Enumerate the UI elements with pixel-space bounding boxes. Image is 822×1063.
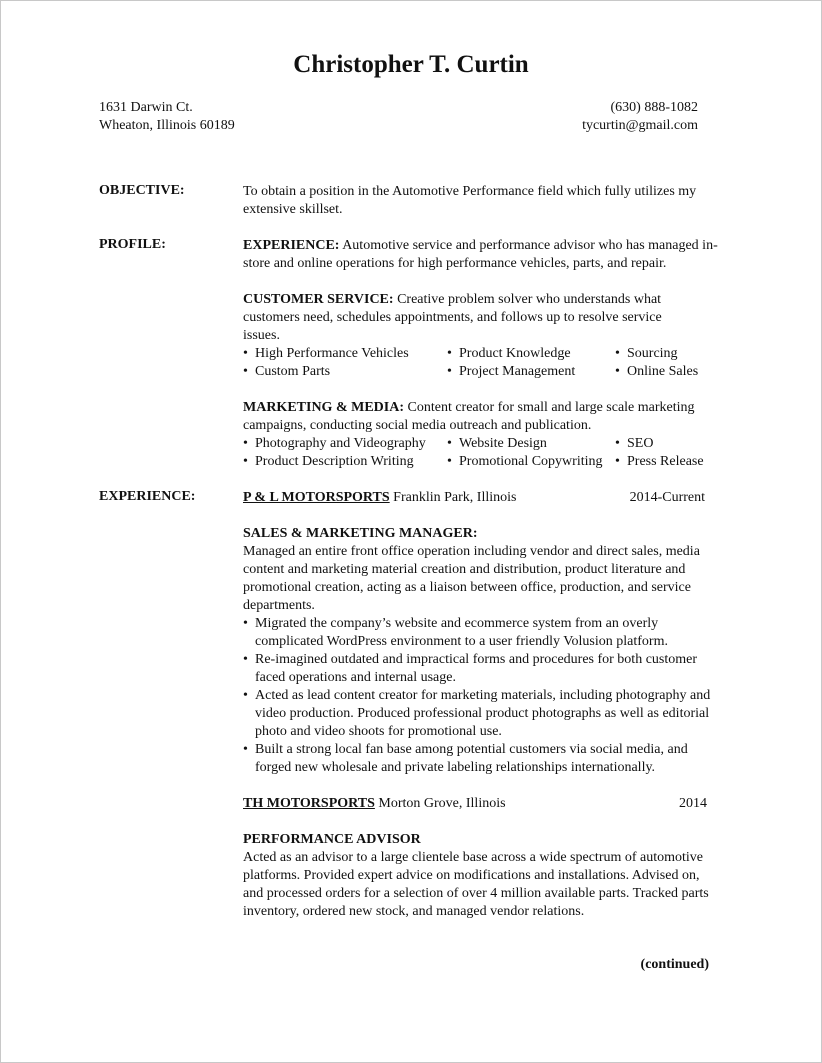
job-description: Acted as an advisor to a large clientele base across a wide spectrum of automotive platforms. Provided expert advice on modifications and installations. Advised on, and processed orders for a selection of over 4 million available parts. Tracked parts inventory, ordered new stock, and managed vendor relations. bbox=[243, 850, 709, 919]
customer-service-text: Creative problem solver who understands what customers need, schedules appointments, and follows up to resolve service issues. bbox=[243, 292, 662, 343]
profile-experience-heading: EXPERIENCE: bbox=[243, 238, 340, 253]
experience-label: EXPERIENCE: bbox=[99, 489, 196, 504]
marketing-media-heading: MARKETING & MEDIA: bbox=[243, 400, 404, 415]
list-item: • Online Sales bbox=[615, 364, 699, 379]
profile-marketing-media bbox=[243, 399, 723, 435]
list-item: • Migrated the company’s website and ecommerce system from an overly complicated WordPress environment to a user friendly Volusion platform. bbox=[243, 616, 668, 649]
profile-customer-service bbox=[243, 291, 693, 345]
candidate-name: Christopher T. Curtin bbox=[293, 51, 529, 78]
job-title: PERFORMANCE ADVISOR bbox=[243, 832, 421, 847]
job-header bbox=[243, 489, 709, 507]
list-item: • Custom Parts bbox=[243, 364, 331, 379]
job-location: Franklin Park, Illinois bbox=[389, 490, 517, 505]
job-bullets bbox=[243, 615, 723, 777]
list-item: • Promotional Copywriting bbox=[447, 454, 603, 469]
list-item: • Product Description Writing bbox=[243, 454, 414, 469]
list-item: • Acted as lead content creator for marketing materials, including photography and video production. Produced professional product photographs as well as editorial photo and video shoots for promotional use. bbox=[243, 688, 711, 739]
list-item: • Re-imagined outdated and impractical forms and procedures for both customer faced operations and internal usage. bbox=[243, 652, 698, 685]
continued-note: (continued) bbox=[640, 957, 709, 972]
profile-experience bbox=[243, 237, 723, 273]
list-item: • Sourcing bbox=[615, 346, 678, 361]
customer-service-heading: CUSTOMER SERVICE: bbox=[243, 292, 394, 307]
job-title: SALES & MARKETING MANAGER: bbox=[243, 526, 478, 541]
phone-number: (630) 888-1082 bbox=[610, 100, 698, 115]
list-item: • Press Release bbox=[615, 454, 704, 469]
objective-text: To obtain a position in the Automotive Performance field which fully utilizes my extensive skillset. bbox=[243, 184, 697, 217]
marketing-media-skills bbox=[243, 435, 723, 471]
company-name: TH MOTORSPORTS bbox=[243, 796, 375, 811]
customer-service-skills bbox=[243, 345, 723, 381]
list-item: • Photography and Videography bbox=[243, 436, 426, 451]
skills-row bbox=[243, 435, 723, 453]
list-item: • Project Management bbox=[447, 364, 576, 379]
profile-experience-text: Automotive service and performance advisor who has managed in-store and online operations for high performance vehicles, parts, and repair. bbox=[243, 238, 718, 271]
profile-label: PROFILE: bbox=[99, 237, 166, 252]
list-item: • SEO bbox=[615, 436, 654, 451]
job-dates: 2014 bbox=[679, 796, 707, 811]
skills-row bbox=[243, 453, 723, 471]
company-name: P & L MOTORSPORTS bbox=[243, 490, 390, 505]
contact-block bbox=[481, 99, 698, 135]
job-dates: 2014-Current bbox=[629, 490, 705, 505]
skills-row bbox=[243, 363, 723, 381]
address-line-2: Wheaton, Illinois 60189 bbox=[99, 118, 235, 133]
list-item: • Website Design bbox=[447, 436, 547, 451]
marketing-media-text: Content creator for small and large scale marketing campaigns, conducting social media outreach and publication. bbox=[243, 400, 695, 433]
list-item: • Product Knowledge bbox=[447, 346, 571, 361]
job-header bbox=[243, 795, 709, 813]
address-block bbox=[99, 99, 235, 135]
address-line-1: 1631 Darwin Ct. bbox=[99, 100, 193, 115]
email-address: tycurtin@gmail.com bbox=[582, 118, 698, 133]
skills-row bbox=[243, 345, 723, 363]
list-item: • Built a strong local fan base among potential customers via social media, and forged new wholesale and private labeling relationships internationally. bbox=[243, 742, 688, 775]
objective-label: OBJECTIVE: bbox=[99, 183, 185, 198]
job-description: Managed an entire front office operation including vendor and direct sales, media content and marketing material creation and distribution, product literature and promotional creation, acting as a liaison between office, production, and service departments. bbox=[243, 544, 700, 613]
job-location: Morton Grove, Illinois bbox=[374, 796, 506, 811]
list-item: • High Performance Vehicles bbox=[243, 346, 409, 361]
